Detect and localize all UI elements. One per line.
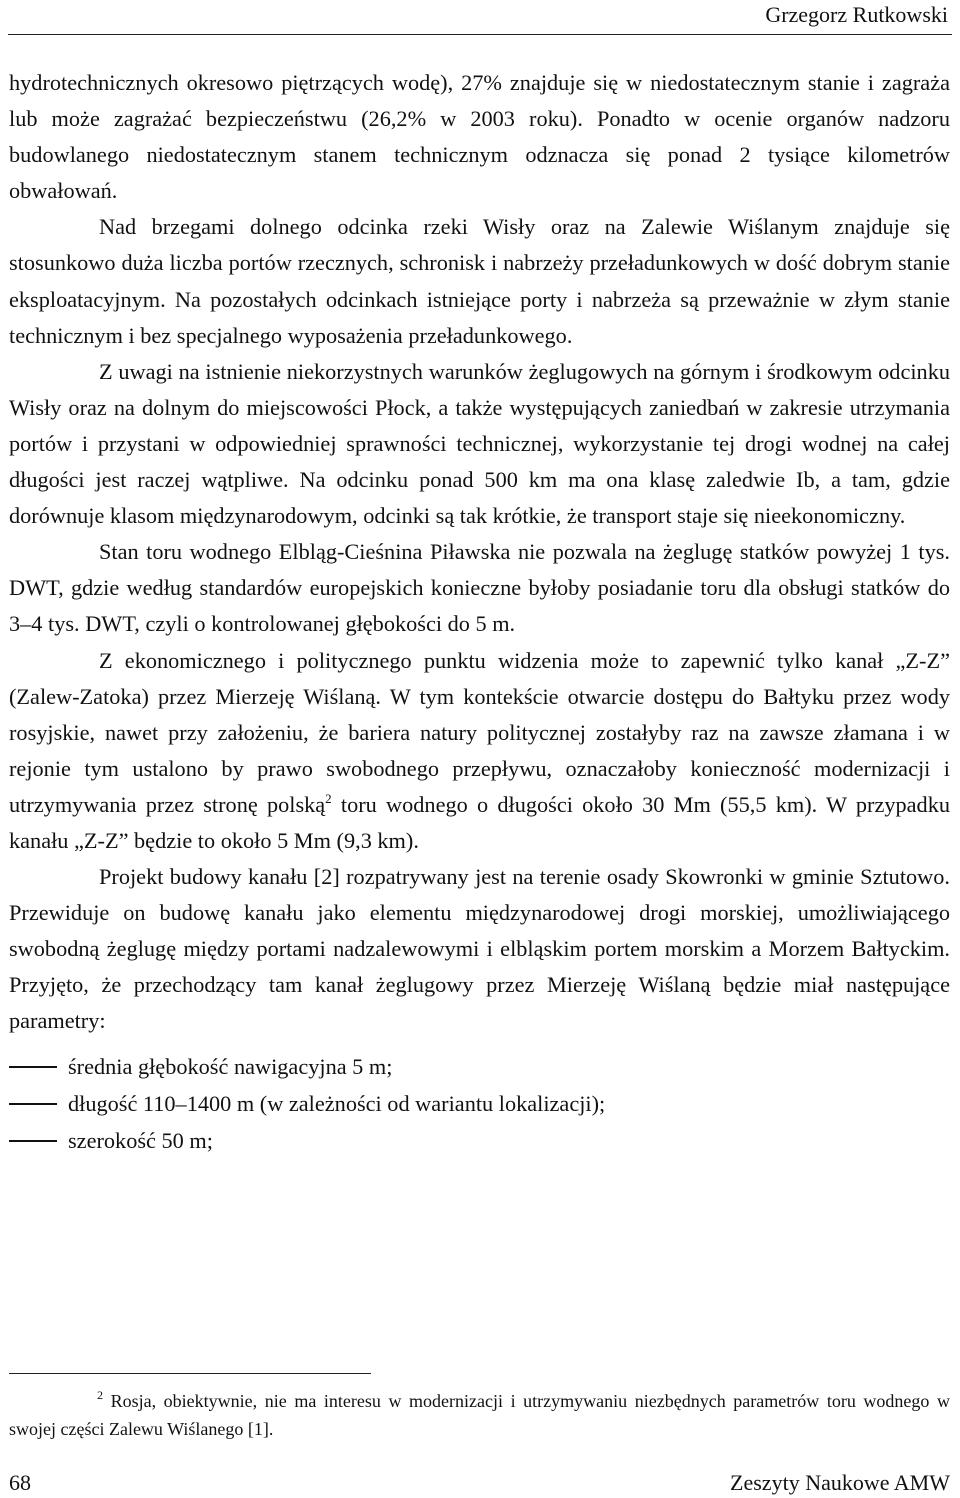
- paragraph-4: Stan toru wodnego Elbląg-Cieśnina Piławska nie pozwala na żeglugę statków powyżej 1 tys. DWT, gdzie według standardów europejskich konieczne byłoby posiadanie toru dla obsługi statków do 3–4 tys. DWT, czyli o kontrolowanej głębokości do 5 m.: [9, 539, 950, 637]
- page-footer: [9, 1468, 950, 1498]
- paragraph-1: hydrotechnicznych okresowo piętrzących wodę), 27% znajduje się w niedostatecznym stanie i zagraża lub może zagrażać bezpieczeństwu (26,2% w 2003 roku). Ponadto w ocenie organów nadzoru budowlanego niedostatecznym stanem technicznym odznacza się ponad 2 tysiące kilometrów obwałowań.: [9, 70, 950, 204]
- dash-bullet: [9, 1066, 57, 1068]
- footnote-rule: [9, 1373, 371, 1374]
- footnote-number: 2: [97, 1388, 103, 1402]
- list-item-text: długość 110–1400 m (w zależności od wariantu lokalizacji);: [68, 1090, 606, 1116]
- list-item: [9, 1085, 950, 1122]
- list-item-text: średnia głębokość nawigacyjna 5 m;: [68, 1053, 393, 1079]
- header-author: Grzegorz Rutkowski: [765, 2, 948, 27]
- page-number: 68: [9, 1470, 31, 1495]
- paragraph-5-text-b: toru wodnego o długości około 30 Mm (55,5 km). W przypadku kanału „Z-Z” będzie to około 5 Mm (9,3 km).: [9, 791, 950, 853]
- footnote-text: Rosja, obiektywnie, nie ma interesu w modernizacji i utrzymywaniu niezbędnych parametrów toru wodnego w swojej części Zalewu Wiślanego [1].: [9, 1391, 950, 1439]
- dash-bullet: [9, 1140, 57, 1142]
- footnote-ref-2[interactable]: 2: [325, 790, 332, 806]
- paragraph-5: [9, 643, 950, 860]
- list-item-text: szerokość 50 m;: [68, 1127, 213, 1153]
- header-rule: [8, 34, 952, 35]
- paragraph-6: Projekt budowy kanału [2] rozpatrywany jest na terenie osady Skowronki w gminie Sztutowo. Przewiduje on budowę kanału jako elementu międzynarodowej drogi morskiej, umożliwiającego swobodną żeglugę między portami nadzalewowymi i elbląskim portem morskim a Morzem Bałtyckim. Przyjęto, że przechodzący tam kanał żeglugowy przez Mierzeję Wiślaną będzie miał następujące parametry:: [9, 864, 950, 1034]
- footnote: [9, 1387, 950, 1443]
- list-item: [9, 1122, 950, 1159]
- journal-name: Zeszyty Naukowe AMW: [730, 1470, 950, 1495]
- body-text: [9, 65, 950, 1159]
- paragraph-2: Nad brzegami dolnego odcinka rzeki Wisły oraz na Zalewie Wiślanym znajduje się stosunkowo duża liczba portów rzecznych, schronisk i nabrzeży przeładunkowych w dość dobrym stanie eksploatacyjnym. Na pozostałych odcinkach istniejące porty i nabrzeża są przeważnie w złym stanie technicznym i bez specjalnego wyposażenia przeładunkowego.: [9, 214, 950, 348]
- parameter-list: [9, 1048, 950, 1159]
- list-item: [9, 1048, 950, 1085]
- paragraph-5-text-a: Z ekonomicznego i politycznego punktu widzenia może to zapewnić tylko kanał „Z-Z” (Zalew-Zatoka) przez Mierzeję Wiślaną. W tym kontekście otwarcie dostępu do Bałtyku przez wody rosyjskie, nawet przy założeniu, że bariera natury politycznej zostałyby raz na zawsze złamana i w rejonie tym ustalono by prawo swobodnego przepływu, oznaczałoby konieczność modernizacji i utrzymywania przez stronę polską: [9, 647, 950, 817]
- dash-bullet: [9, 1103, 57, 1105]
- paragraph-3: Z uwagi na istnienie niekorzystnych warunków żeglugowych na górnym i środkowym odcinku Wisły oraz na dolnym do miejscowości Płock, a także występujących zaniedbań w zakresie utrzymania portów i przystani w odpowiedniej sprawności technicznej, wykorzystanie tej drogi wodnej na całej długości jest raczej wątpliwe. Na odcinku ponad 500 km ma ona klasę zaledwie Ib, a tam, gdzie dorównuje klasom międzynarodowym, odcinki są tak krótkie, że transport staje się nieekonomiczny.: [9, 358, 950, 529]
